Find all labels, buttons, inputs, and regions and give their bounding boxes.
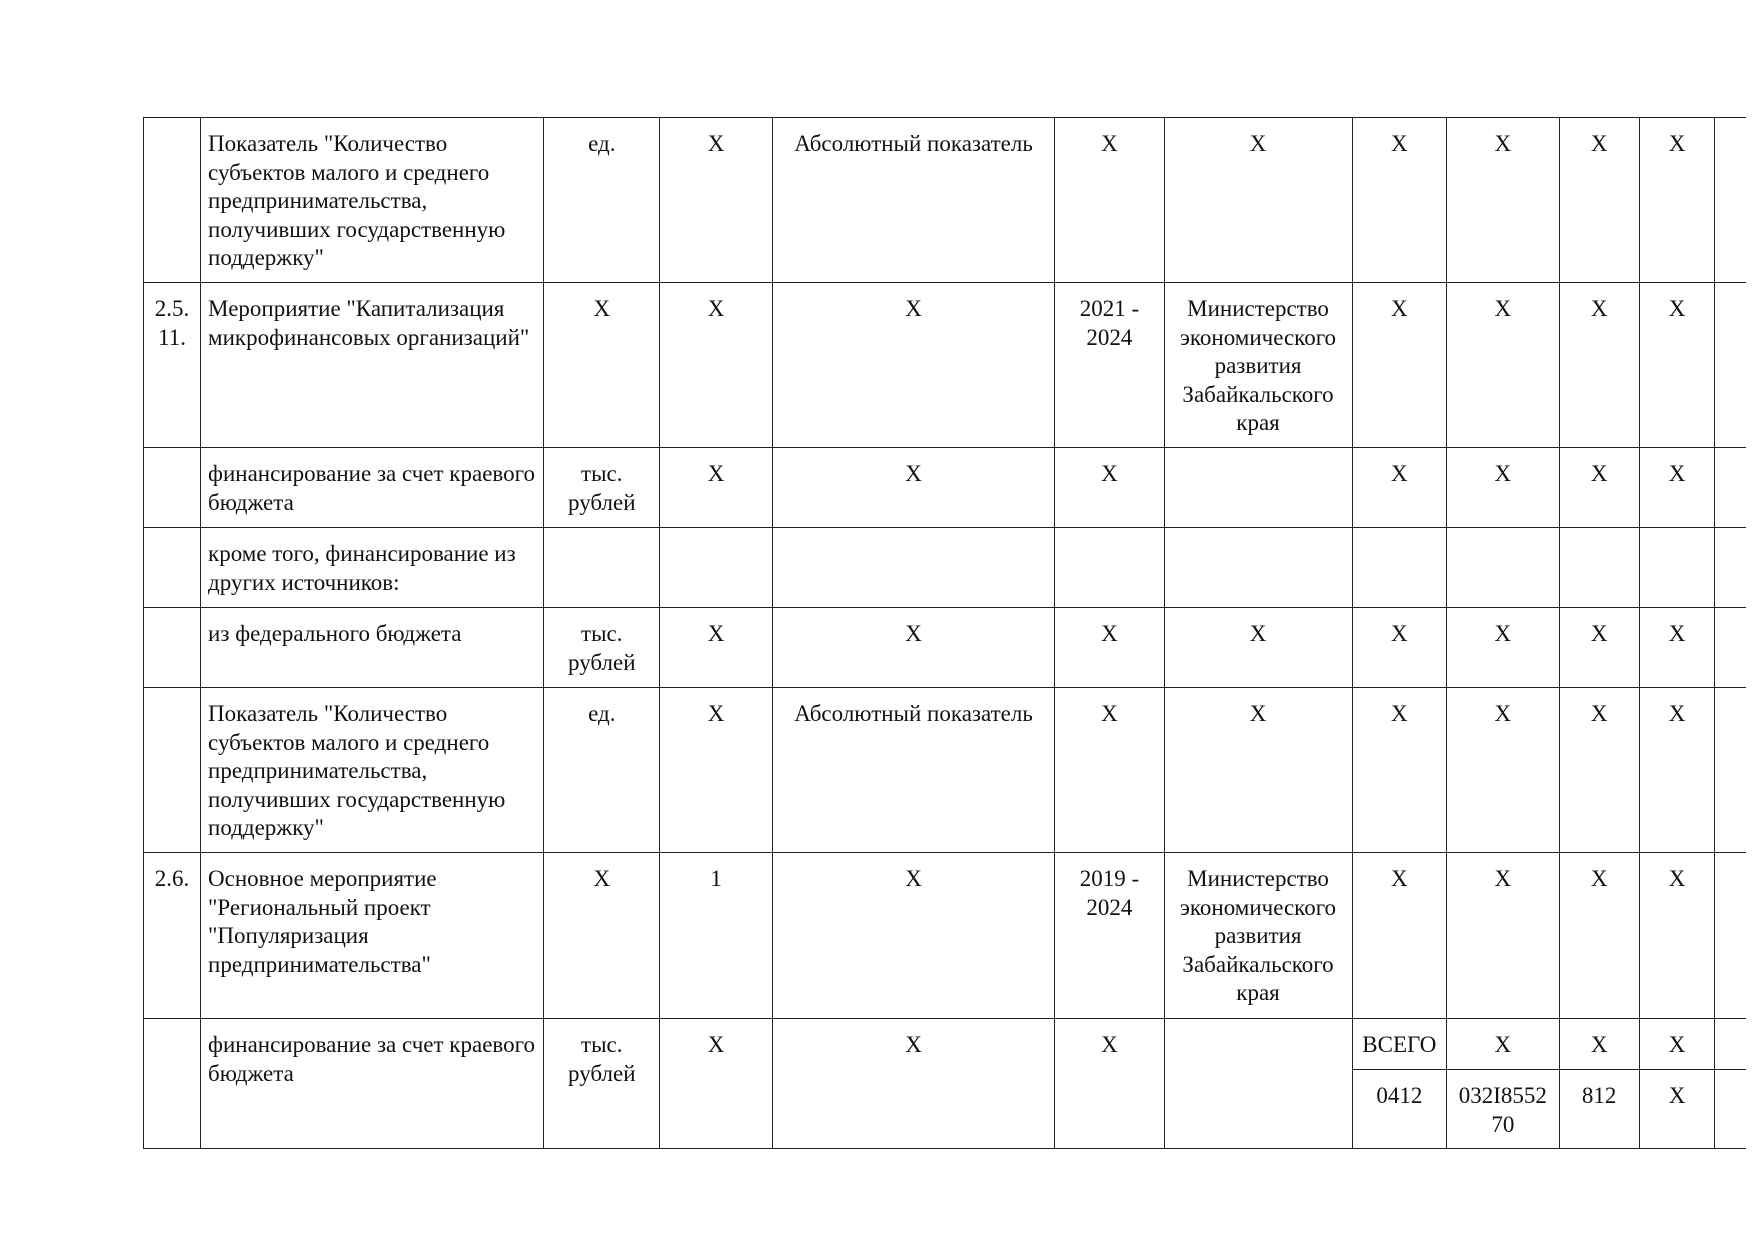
row-unit: X [544, 283, 660, 448]
row-executor: Министерство экономического развития Забайкальского края [1164, 853, 1352, 1019]
row-col8: X [1352, 448, 1447, 528]
row-name: Основное мероприятие "Региональный проект "Популяризация предпринимательства" [201, 853, 544, 1019]
row-col5: X [772, 283, 1054, 448]
row-number [144, 528, 201, 608]
row-col11: X [1639, 283, 1715, 448]
row-col10: X [1559, 448, 1639, 528]
row-col4: X [660, 118, 773, 283]
row-unit: X [544, 853, 660, 1019]
row-col10: X [1559, 608, 1639, 688]
row-col10: X [1559, 283, 1639, 448]
table-row [144, 448, 1754, 528]
row-period: X [1055, 688, 1164, 853]
subrow-col11: X [1639, 1070, 1715, 1149]
row-number: 2.5. 11. [144, 283, 201, 448]
table-row [144, 528, 1754, 608]
table-row [144, 118, 1754, 283]
row-col11 [1639, 528, 1715, 608]
row-unit: тыс. рублей [544, 608, 660, 688]
row-col5: X [772, 853, 1054, 1019]
subrow-col9: X [1447, 1019, 1559, 1070]
row-col4: X [660, 448, 773, 528]
page-edge-mask [1746, 0, 1754, 1241]
row-executor: X [1164, 608, 1352, 688]
row-col4: X [660, 1019, 773, 1149]
row-col10 [1559, 528, 1639, 608]
subrow-col10: X [1559, 1019, 1639, 1070]
row-col11: X [1639, 118, 1715, 283]
row-col11: X [1639, 448, 1715, 528]
row-number [144, 608, 201, 688]
row-col8: X [1352, 118, 1447, 283]
row-name: Показатель "Количество субъектов малого и среднего предпринимательства, получивших государственную поддержку" [201, 688, 544, 853]
row-col9: X [1447, 118, 1559, 283]
row-col9: X [1447, 853, 1559, 1019]
row-col9: X [1447, 608, 1559, 688]
row-name: Показатель "Количество субъектов малого и среднего предпринимательства, получивших государственную поддержку" [201, 118, 544, 283]
row-unit: ед. [544, 118, 660, 283]
row-col4 [660, 528, 773, 608]
row-name: из федерального бюджета [201, 608, 544, 688]
row-executor [1164, 528, 1352, 608]
row-period [1055, 528, 1164, 608]
table-row [144, 608, 1754, 688]
row-col5: Абсолютный показатель [772, 688, 1054, 853]
row-col5: X [772, 1019, 1054, 1149]
row-col10: X [1559, 853, 1639, 1019]
subrow-col11: X [1639, 1019, 1715, 1070]
row-period: X [1055, 608, 1164, 688]
row-name: кроме того, финансирование из других источников: [201, 528, 544, 608]
table-row [144, 283, 1754, 448]
row-col10: X [1559, 688, 1639, 853]
row-col9: X [1447, 688, 1559, 853]
row-col11: X [1639, 608, 1715, 688]
row-col4: X [660, 688, 773, 853]
row-period: X [1055, 1019, 1164, 1149]
row-number [144, 118, 201, 283]
row-unit: ед. [544, 688, 660, 853]
row-col8: X [1352, 283, 1447, 448]
row-number [144, 448, 201, 528]
row-period: X [1055, 448, 1164, 528]
row-unit: тыс. рублей [544, 1019, 660, 1149]
row-number [144, 688, 201, 853]
row-period: 2019 - 2024 [1055, 853, 1164, 1019]
row-col8: X [1352, 853, 1447, 1019]
row-col9 [1447, 528, 1559, 608]
row-period: 2021 - 2024 [1055, 283, 1164, 448]
program-table [143, 117, 1754, 1149]
row-col4: X [660, 283, 773, 448]
row-col4: 1 [660, 853, 773, 1019]
table-row [144, 1019, 1754, 1070]
row-name: Мероприятие "Капитализация микрофинансовых организаций" [201, 283, 544, 448]
row-col9: X [1447, 448, 1559, 528]
table-body [144, 118, 1754, 1149]
row-col9: X [1447, 283, 1559, 448]
row-number [144, 1019, 201, 1149]
row-executor: X [1164, 688, 1352, 853]
subrow-total-label: ВСЕГО [1352, 1019, 1447, 1070]
row-col8 [1352, 528, 1447, 608]
row-executor [1164, 1019, 1352, 1149]
subrow-target-code: 032I8552 70 [1447, 1070, 1559, 1149]
row-col5: X [772, 608, 1054, 688]
row-col11: X [1639, 688, 1715, 853]
row-col5 [772, 528, 1054, 608]
row-executor [1164, 448, 1352, 528]
row-col8: X [1352, 608, 1447, 688]
row-unit: тыс. рублей [544, 448, 660, 528]
row-col5: Абсолютный показатель [772, 118, 1054, 283]
subrow-expense-code: 812 [1559, 1070, 1639, 1149]
row-period: X [1055, 118, 1164, 283]
row-number: 2.6. [144, 853, 201, 1019]
row-col10: X [1559, 118, 1639, 283]
row-col5: X [772, 448, 1054, 528]
subrow-section-code: 0412 [1352, 1070, 1447, 1149]
row-unit [544, 528, 660, 608]
row-name: финансирование за счет краевого бюджета [201, 1019, 544, 1149]
table-row [144, 853, 1754, 1019]
row-executor: X [1164, 118, 1352, 283]
row-col4: X [660, 608, 773, 688]
row-col11: X [1639, 853, 1715, 1019]
row-col8: X [1352, 688, 1447, 853]
table-row [144, 688, 1754, 853]
row-name: финансирование за счет краевого бюджета [201, 448, 544, 528]
row-executor: Министерство экономического развития Забайкальского края [1164, 283, 1352, 448]
